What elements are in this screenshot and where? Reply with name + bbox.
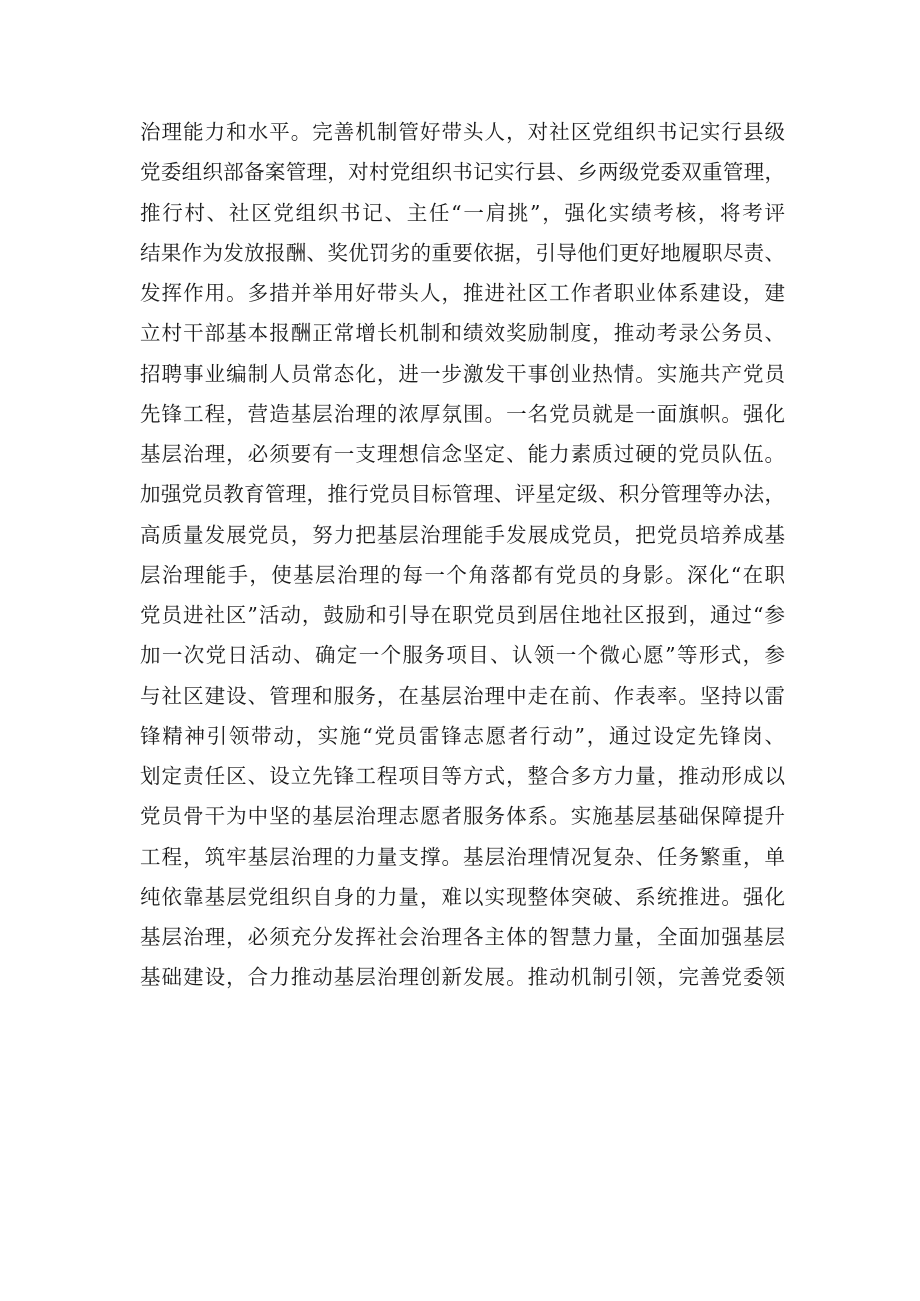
text-line: 基础建设，合力推动基层治理创新发展。推动机制引领，完善党委领	[140, 965, 785, 990]
text-line: 治理能力和水平。完善机制管好带头人，对社区党组织书记实行县级	[140, 120, 785, 144]
text-line: 加强党员教育管理，推行党员目标管理、评星定级、积分管理等办法，	[140, 482, 785, 507]
text-line: 基层治理，必须充分发挥社会治理各主体的智慧力量，全面加强基层	[140, 925, 785, 949]
text-line: 立村干部基本报酬正常增长机制和绩效奖励制度，推动考录公务员、	[140, 321, 785, 346]
text-line: 工程，筑牢基层治理的力量支撑。基层治理情况复杂、任务繁重，单	[140, 844, 785, 869]
text-line: 党委组织部备案管理，对村党组织书记实行县、乡两级党委双重管理，	[140, 160, 785, 185]
text-line: 加一次党日活动、确定一个服务项目、认领一个微心愿”等形式，参	[140, 643, 785, 668]
text-line: 与社区建设、管理和服务，在基层治理中走在前、作表率。坚持以雷	[140, 683, 785, 708]
text-line: 层治理能手，使基层治理的每一个角落都有党员的身影。深化“在职	[140, 562, 785, 587]
text-line: 基层治理，必须要有一支理想信念坚定、能力素质过硬的党员队伍。	[140, 442, 785, 466]
body-paragraph	[140, 112, 785, 998]
text-line: 纯依靠基层党组织自身的力量，难以实现整体突破、系统推进。强化	[140, 884, 785, 909]
text-line: 发挥作用。多措并举用好带头人，推进社区工作者职业体系建设，建	[140, 281, 785, 305]
text-line: 结果作为发放报酬、奖优罚劣的重要依据，引导他们更好地履职尽责、	[140, 240, 785, 265]
text-line: 先锋工程，营造基层治理的浓厚氛围。一名党员就是一面旗帜。强化	[140, 401, 785, 426]
text-line: 党员进社区”活动，鼓励和引导在职党员到居住地社区报到，通过“参	[140, 603, 785, 627]
text-line: 高质量发展党员，努力把基层治理能手发展成党员，把党员培养成基	[140, 522, 785, 547]
text-line: 党员骨干为中坚的基层治理志愿者服务体系。实施基层基础保障提升	[140, 804, 785, 829]
text-line: 招聘事业编制人员常态化，进一步激发干事创业热情。实施共产党员	[140, 361, 785, 386]
text-line: 锋精神引领带动，实施“党员雷锋志愿者行动”，通过设定先锋岗、	[140, 723, 785, 748]
text-line: 推行村、社区党组织书记、主任“一肩挑”，强化实绩考核，将考评	[140, 200, 785, 225]
text-line: 划定责任区、设立先锋工程项目等方式，整合多方力量，推动形成以	[140, 764, 785, 788]
